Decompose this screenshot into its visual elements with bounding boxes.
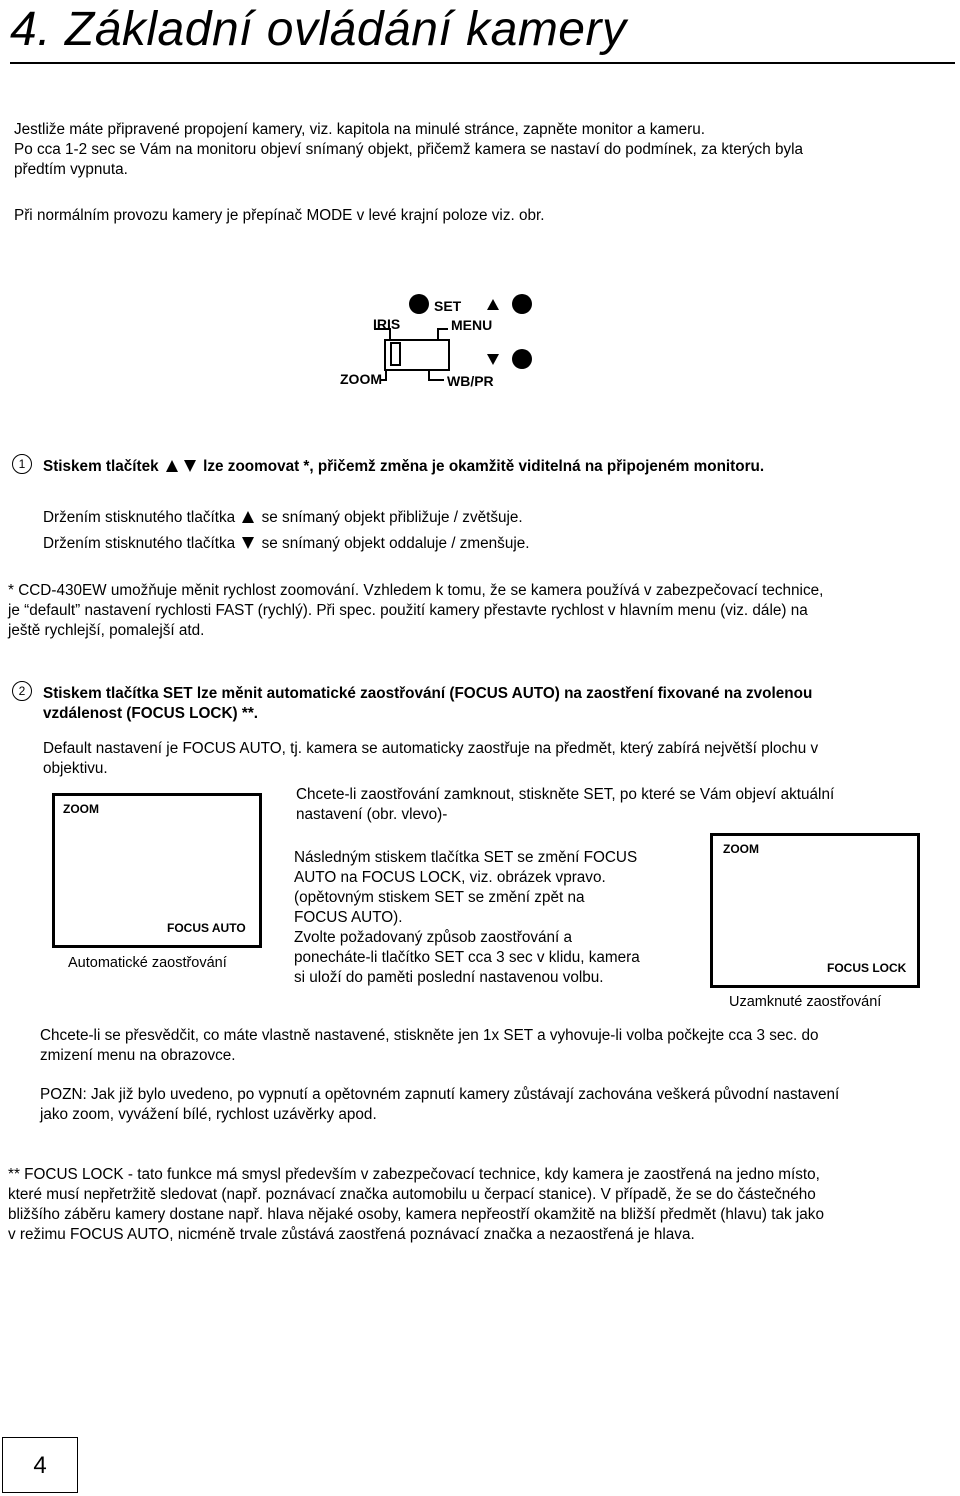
hold-up-text-b: se snímaný objekt přibližuje / zvětšuje. <box>261 509 523 526</box>
section-1-heading-b: lze zoomovat *, přičemž změna je okamžitě viditelná na připojeném monitoru. <box>203 458 765 475</box>
footnote-line-2: které musí nepřetržitě sledovat (např. poznávací značka automobilu u čerpací stanice). V případě, že se do částečného <box>8 1186 816 1203</box>
default-line-2: objektivu. <box>43 760 108 777</box>
default-line-1: Default nastavení je FOCUS AUTO, tj. kamera se automaticky zaostřuje na předmět, který zabírá největší plochu v <box>43 740 819 757</box>
set-button-icon <box>409 294 429 314</box>
osd-zoom-label: ZOOM <box>723 842 759 856</box>
check-line-1: Chcete-li se přesvědčit, co máte vlastně nastavené, stiskněte jen 1x SET a vyhovuje-li volba počkejte cca 3 sec. do <box>40 1027 819 1044</box>
up-arrow-icon <box>487 299 499 310</box>
next-line-3: (opětovným stiskem SET se změní zpět na <box>294 889 585 906</box>
monitor-focus-lock <box>710 833 920 988</box>
menu-label: MENU <box>451 317 493 333</box>
down-arrow-icon <box>184 460 196 472</box>
title-rule <box>10 62 955 64</box>
hold-down-text-b: se snímaný objekt oddaluje / zmenšuje. <box>261 535 530 552</box>
footnote-line-1: ** FOCUS LOCK - tato funkce má smysl především v zabezpečovací technice, kdy kamera je zaostřená na jedno místo, <box>8 1166 820 1183</box>
zoom-note-1: * CCD-430EW umožňuje měnit rychlost zoomování. Vzhledem k tomu, že se kamera používá v zabezpečovací technice, <box>8 582 824 599</box>
hold-up-line <box>43 508 523 528</box>
set-label: SET <box>434 298 462 314</box>
section-1-number: 1 <box>12 454 32 474</box>
osd-focus-lock: FOCUS LOCK <box>827 961 907 975</box>
pozn-line-1: POZN: Jak již bylo uvedeno, po vypnutí a opětovném zapnutí kamery zůstávají zachována veškerá původní nastavení <box>40 1086 840 1103</box>
check-line-2: zmizení menu na obrazovce. <box>40 1047 236 1064</box>
intro-line-2: Po cca 1-2 sec se Vám na monitoru objeví snímaný objekt, přičemž kamera se nastaví do podmínek, za kterých byla <box>14 141 804 158</box>
next-line-2: AUTO na FOCUS LOCK, viz. obrázek vpravo. <box>294 869 606 886</box>
down-arrow-icon <box>242 537 254 549</box>
next-line-7: si uloží do paměti poslední nastavenou volbu. <box>294 969 604 986</box>
monitor-focus-auto <box>52 793 262 948</box>
wbpr-label: WB/PR <box>447 373 494 389</box>
hold-up-text-a: Držením stisknutého tlačítka <box>43 509 236 526</box>
up-arrow-icon <box>242 511 254 523</box>
intro-line-1: Jestliže máte připravené propojení kamery, viz. kapitola na minulé stránce, zapněte monitor a kameru. <box>14 121 705 138</box>
next-line-6: ponecháte-li tlačítko SET cca 3 sec v klidu, kamera <box>294 949 640 966</box>
down-arrow-icon <box>487 354 499 365</box>
intro-mode: Při normálním provozu kamery je přepínač MODE v levé krajní poloze viz. obr. <box>14 207 545 224</box>
intro-line-3: předtím vypnuta. <box>14 161 128 178</box>
next-press-text <box>294 848 714 988</box>
lock-line-1: Chcete-li zaostřování zamknout, stiskněte SET, po které se Vám objeví aktuální <box>296 786 835 803</box>
next-line-1: Následným stiskem tlačítka SET se změní FOCUS <box>294 849 638 866</box>
section-2-number: 2 <box>12 681 32 701</box>
section-1-heading-a: Stiskem tlačítek <box>43 458 159 475</box>
iris-label: IRIS <box>373 316 401 332</box>
section-2-heading-2: vzdálenost (FOCUS LOCK) **. <box>43 705 259 722</box>
hold-down-line <box>43 534 530 554</box>
section-2-heading-1: Stiskem tlačítka SET lze měnit automatické zaostřování (FOCUS AUTO) na zaostření fixované na zvolenou <box>43 685 813 702</box>
zoom-note-3: ještě rychlejší, pomalejší atd. <box>8 622 205 639</box>
down-button-icon <box>512 349 532 369</box>
zoom-label: ZOOM <box>340 371 382 387</box>
page-title: 4. Základní ovládání kamery <box>10 3 627 56</box>
section-1-heading <box>43 457 764 477</box>
next-line-5: Zvolte požadovaný způsob zaostřování a <box>294 929 573 946</box>
up-arrow-icon <box>166 460 178 472</box>
page-number: 4 <box>2 1437 78 1493</box>
osd-focus-auto: FOCUS AUTO <box>167 921 246 935</box>
footnote-line-4: v režimu FOCUS AUTO, nicméně trvale zůstává zaostřená poznávací značka a nezaostřená je hlava. <box>8 1226 695 1243</box>
hold-down-text-a: Držením stisknutého tlačítka <box>43 535 236 552</box>
up-button-icon <box>512 294 532 314</box>
footnote-line-3: bližšího záběru kamery dostane např. hlava nějaké osoby, kamera nepřeostří okamžitě na bližší předmět (hlavu) tak jako <box>8 1206 824 1223</box>
next-line-4: FOCUS AUTO). <box>294 909 403 926</box>
monitor-right-caption: Uzamknuté zaostřování <box>729 994 882 1010</box>
zoom-note-2: je “default” nastavení rychlosti FAST (rychlý). Při spec. použití kamery přestavte rychlost v hlavním menu (viz. dále) na <box>8 602 808 619</box>
osd-zoom-label: ZOOM <box>63 802 99 816</box>
pozn-line-2: jako zoom, vyvážení bílé, rychlost uzávěrky apod. <box>40 1106 377 1123</box>
monitor-left-caption: Automatické zaostřování <box>68 955 227 971</box>
lock-line-2: nastavení (obr. vlevo)- <box>296 806 448 823</box>
button-panel-diagram <box>330 285 550 395</box>
